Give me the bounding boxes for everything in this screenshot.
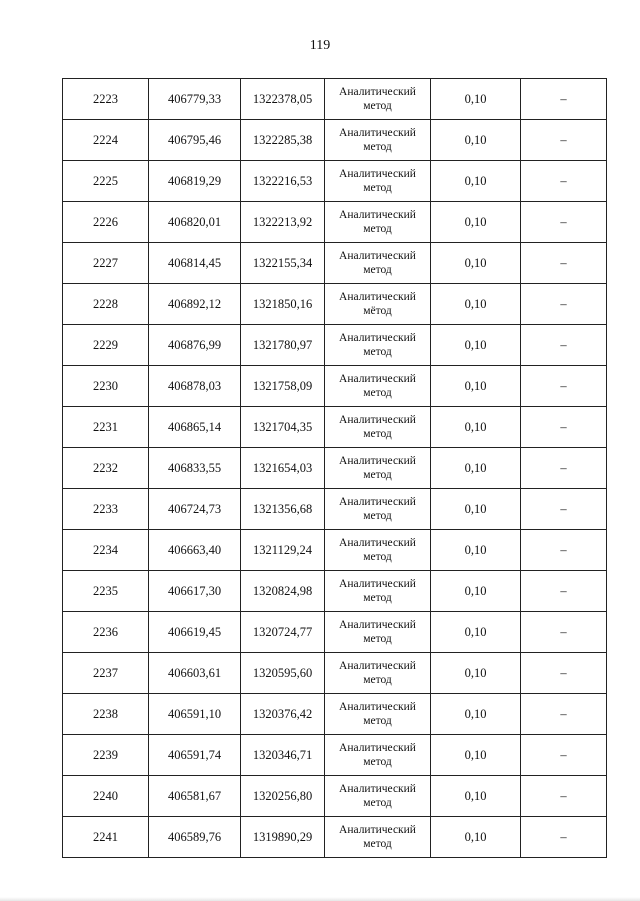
x-coordinate-cell: 406591,74 (149, 735, 241, 776)
page-number: 119 (309, 38, 331, 53)
method-line-2: метод (363, 838, 392, 850)
table-row (63, 366, 607, 407)
x-coordinate-cell: 406619,45 (149, 612, 241, 653)
table-row (63, 325, 607, 366)
method-line-1: Аналитический (339, 373, 416, 385)
x-coordinate-cell: 406581,67 (149, 776, 241, 817)
x-coordinate-cell: 406795,46 (149, 120, 241, 161)
accuracy-cell: 0,10 (431, 612, 521, 653)
table-row (63, 448, 607, 489)
method-line-2: метод (363, 428, 392, 440)
method-line-2: метод (363, 592, 392, 604)
method-line-1: Аналитический (339, 168, 416, 180)
method-cell (325, 407, 431, 448)
point-number-cell: 2230 (63, 366, 149, 407)
table-row (63, 817, 607, 858)
table-row (63, 284, 607, 325)
y-coordinate-cell: 1319890,29 (241, 817, 325, 858)
method-cell (325, 817, 431, 858)
note-cell: – (521, 448, 607, 489)
table-row (63, 489, 607, 530)
y-coordinate-cell: 1320256,80 (241, 776, 325, 817)
method-cell (325, 776, 431, 817)
point-number-cell: 2226 (63, 202, 149, 243)
method-line-1: Аналитический (339, 537, 416, 549)
x-coordinate-cell: 406833,55 (149, 448, 241, 489)
point-number-cell: 2239 (63, 735, 149, 776)
point-number-cell: 2223 (63, 79, 149, 120)
method-line-1: Аналитический (339, 209, 416, 221)
accuracy-cell: 0,10 (431, 161, 521, 202)
method-line-2: метод (363, 223, 392, 235)
table-row (63, 653, 607, 694)
method-cell (325, 161, 431, 202)
accuracy-cell: 0,10 (431, 571, 521, 612)
point-number-cell: 2234 (63, 530, 149, 571)
note-cell: – (521, 407, 607, 448)
note-cell: – (521, 612, 607, 653)
y-coordinate-cell: 1320724,77 (241, 612, 325, 653)
x-coordinate-cell: 406814,45 (149, 243, 241, 284)
y-coordinate-cell: 1320595,60 (241, 653, 325, 694)
point-number-cell: 2236 (63, 612, 149, 653)
note-cell: – (521, 79, 607, 120)
table-row (63, 407, 607, 448)
table-row (63, 612, 607, 653)
point-number-cell: 2228 (63, 284, 149, 325)
note-cell: – (521, 202, 607, 243)
method-line-1: Аналитический (339, 86, 416, 98)
method-line-1: Аналитический (339, 619, 416, 631)
accuracy-cell: 0,10 (431, 817, 521, 858)
method-line-1: Аналитический (339, 660, 416, 672)
note-cell: – (521, 366, 607, 407)
accuracy-cell: 0,10 (431, 243, 521, 284)
point-number-cell: 2224 (63, 120, 149, 161)
x-coordinate-cell: 406819,29 (149, 161, 241, 202)
x-coordinate-cell: 406617,30 (149, 571, 241, 612)
table-row (63, 120, 607, 161)
method-line-2: метод (363, 264, 392, 276)
accuracy-cell: 0,10 (431, 448, 521, 489)
table-row (63, 571, 607, 612)
note-cell: – (521, 530, 607, 571)
method-cell (325, 79, 431, 120)
y-coordinate-cell: 1321780,97 (241, 325, 325, 366)
note-cell: – (521, 243, 607, 284)
method-line-1: Аналитический (339, 414, 416, 426)
method-cell (325, 243, 431, 284)
note-cell: – (521, 776, 607, 817)
x-coordinate-cell: 406779,33 (149, 79, 241, 120)
x-coordinate-cell: 406724,73 (149, 489, 241, 530)
method-line-1: Аналитический (339, 701, 416, 713)
x-coordinate-cell: 406591,10 (149, 694, 241, 735)
y-coordinate-cell: 1321356,68 (241, 489, 325, 530)
accuracy-cell: 0,10 (431, 530, 521, 571)
point-number-cell: 2232 (63, 448, 149, 489)
table-row (63, 202, 607, 243)
accuracy-cell: 0,10 (431, 284, 521, 325)
x-coordinate-cell: 406820,01 (149, 202, 241, 243)
table-row (63, 694, 607, 735)
method-line-2: метод (363, 141, 392, 153)
note-cell: – (521, 735, 607, 776)
method-line-1: Аналитический (339, 332, 416, 344)
point-number-cell: 2233 (63, 489, 149, 530)
y-coordinate-cell: 1321704,35 (241, 407, 325, 448)
y-coordinate-cell: 1322285,38 (241, 120, 325, 161)
method-cell (325, 735, 431, 776)
accuracy-cell: 0,10 (431, 694, 521, 735)
x-coordinate-cell: 406865,14 (149, 407, 241, 448)
note-cell: – (521, 571, 607, 612)
table-row (63, 243, 607, 284)
y-coordinate-cell: 1321654,03 (241, 448, 325, 489)
method-cell (325, 530, 431, 571)
note-cell: – (521, 817, 607, 858)
y-coordinate-cell: 1320376,42 (241, 694, 325, 735)
table-row (63, 776, 607, 817)
note-cell: – (521, 653, 607, 694)
method-cell (325, 448, 431, 489)
point-number-cell: 2231 (63, 407, 149, 448)
method-line-1: Аналитический (339, 250, 416, 262)
note-cell: – (521, 489, 607, 530)
point-number-cell: 2229 (63, 325, 149, 366)
x-coordinate-cell: 406892,12 (149, 284, 241, 325)
note-cell: – (521, 120, 607, 161)
method-cell (325, 284, 431, 325)
method-line-2: метод (363, 510, 392, 522)
method-cell (325, 571, 431, 612)
method-line-2: метод (363, 469, 392, 481)
note-cell: – (521, 325, 607, 366)
method-line-2: метод (363, 387, 392, 399)
point-number-cell: 2227 (63, 243, 149, 284)
accuracy-cell: 0,10 (431, 489, 521, 530)
scan-edge (0, 897, 640, 901)
x-coordinate-cell: 406603,61 (149, 653, 241, 694)
method-line-2: мётод (363, 305, 392, 317)
table-row (63, 161, 607, 202)
method-line-2: метод (363, 633, 392, 645)
method-line-1: Аналитический (339, 783, 416, 795)
point-number-cell: 2237 (63, 653, 149, 694)
method-line-2: метод (363, 756, 392, 768)
accuracy-cell: 0,10 (431, 735, 521, 776)
method-line-2: метод (363, 182, 392, 194)
accuracy-cell: 0,10 (431, 79, 521, 120)
accuracy-cell: 0,10 (431, 366, 521, 407)
accuracy-cell: 0,10 (431, 776, 521, 817)
point-number-cell: 2240 (63, 776, 149, 817)
point-number-cell: 2235 (63, 571, 149, 612)
method-cell (325, 489, 431, 530)
method-line-2: метод (363, 551, 392, 563)
method-cell (325, 325, 431, 366)
y-coordinate-cell: 1322216,53 (241, 161, 325, 202)
point-number-cell: 2225 (63, 161, 149, 202)
method-cell (325, 653, 431, 694)
method-line-2: метод (363, 797, 392, 809)
accuracy-cell: 0,10 (431, 407, 521, 448)
y-coordinate-cell: 1321850,16 (241, 284, 325, 325)
method-line-1: Аналитический (339, 824, 416, 836)
y-coordinate-cell: 1320824,98 (241, 571, 325, 612)
method-cell (325, 120, 431, 161)
method-line-1: Аналитический (339, 742, 416, 754)
table-row (63, 530, 607, 571)
accuracy-cell: 0,10 (431, 653, 521, 694)
table-row (63, 79, 607, 120)
method-line-2: метод (363, 100, 392, 112)
y-coordinate-cell: 1321758,09 (241, 366, 325, 407)
x-coordinate-cell: 406878,03 (149, 366, 241, 407)
note-cell: – (521, 284, 607, 325)
coordinates-table (62, 78, 607, 858)
method-line-2: метод (363, 346, 392, 358)
method-cell (325, 366, 431, 407)
method-line-1: Аналитический (339, 496, 416, 508)
y-coordinate-cell: 1320346,71 (241, 735, 325, 776)
method-line-1: Аналитический (339, 578, 416, 590)
x-coordinate-cell: 406663,40 (149, 530, 241, 571)
x-coordinate-cell: 406876,99 (149, 325, 241, 366)
x-coordinate-cell: 406589,76 (149, 817, 241, 858)
point-number-cell: 2238 (63, 694, 149, 735)
method-line-2: метод (363, 715, 392, 727)
y-coordinate-cell: 1322213,92 (241, 202, 325, 243)
method-line-1: Аналитический (339, 291, 416, 303)
method-cell (325, 612, 431, 653)
note-cell: – (521, 694, 607, 735)
y-coordinate-cell: 1322378,05 (241, 79, 325, 120)
accuracy-cell: 0,10 (431, 325, 521, 366)
y-coordinate-cell: 1321129,24 (241, 530, 325, 571)
method-line-2: метод (363, 674, 392, 686)
method-line-1: Аналитический (339, 127, 416, 139)
table-row (63, 735, 607, 776)
table-body (63, 79, 607, 858)
accuracy-cell: 0,10 (431, 202, 521, 243)
y-coordinate-cell: 1322155,34 (241, 243, 325, 284)
method-cell (325, 202, 431, 243)
point-number-cell: 2241 (63, 817, 149, 858)
note-cell: – (521, 161, 607, 202)
accuracy-cell: 0,10 (431, 120, 521, 161)
method-cell (325, 694, 431, 735)
method-line-1: Аналитический (339, 455, 416, 467)
